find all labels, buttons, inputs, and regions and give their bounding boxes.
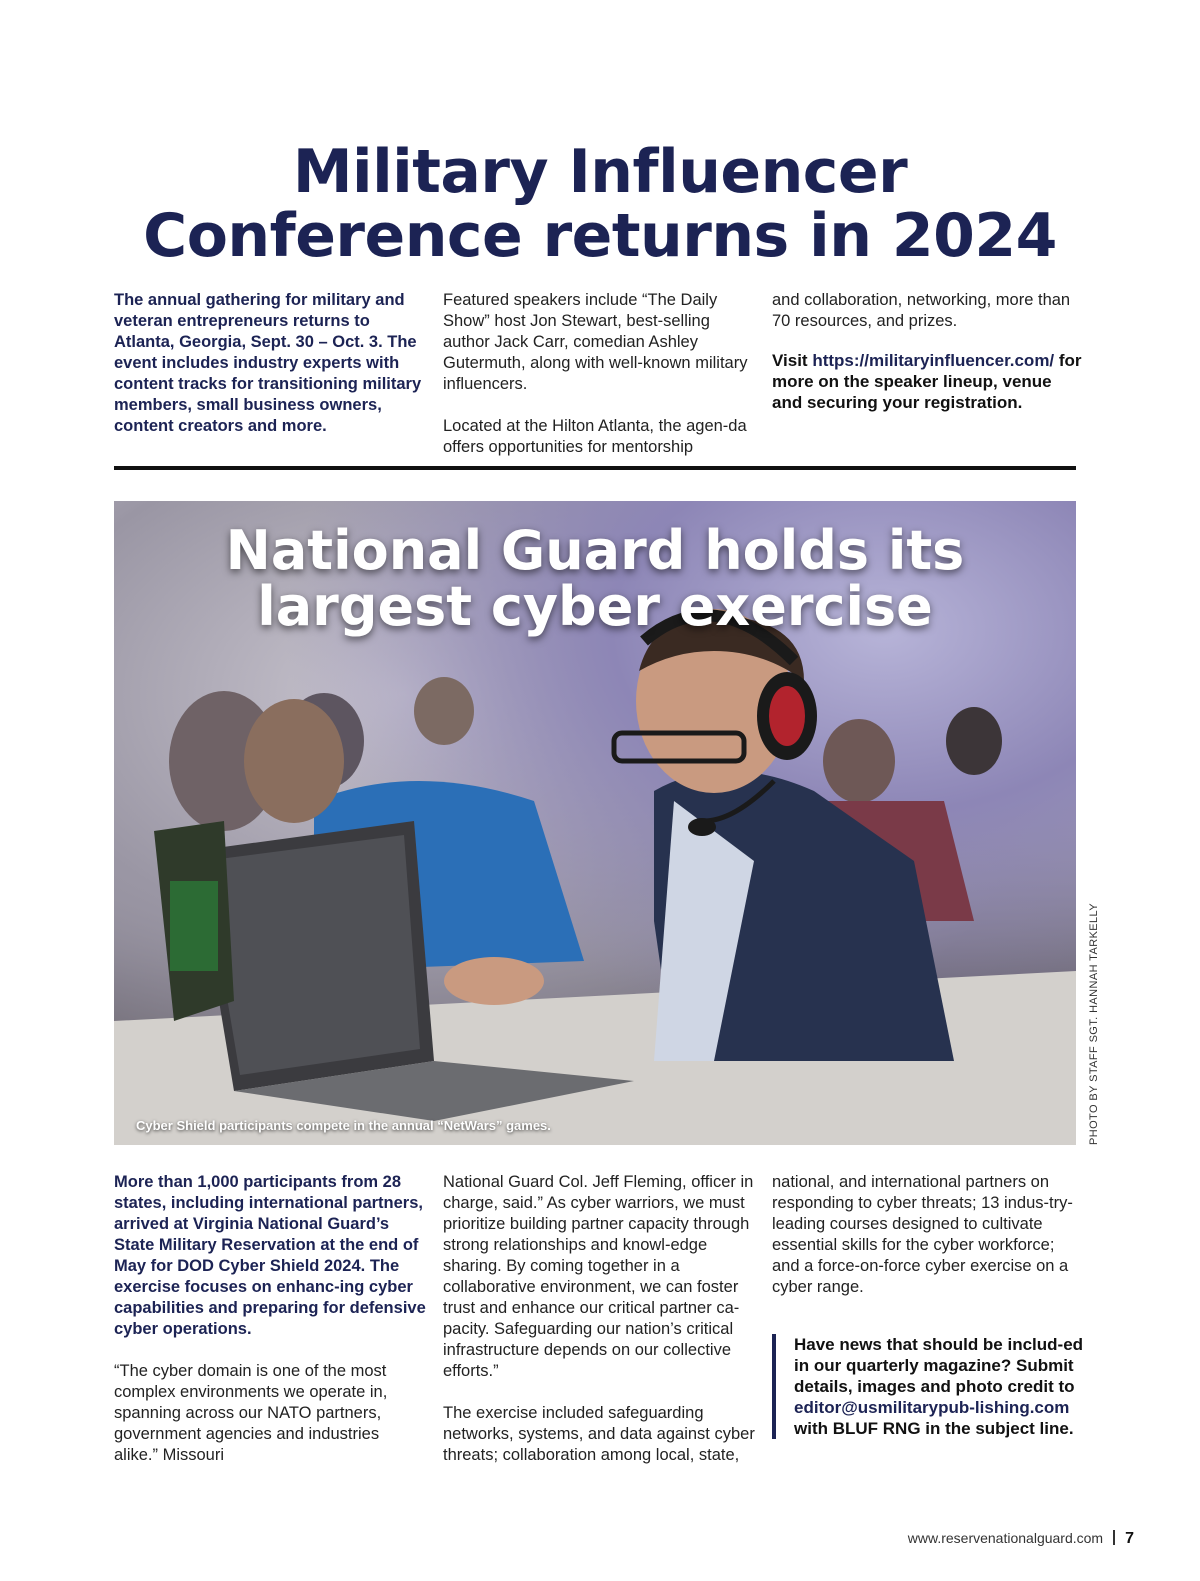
footer-separator xyxy=(1113,1530,1115,1545)
page-number: 7 xyxy=(1125,1530,1134,1547)
photo-credit: PHOTO BY STAFF SGT. HANNAH TARKELLY xyxy=(1088,903,1100,1145)
conference-website-link[interactable]: https://militaryinfluencer.com/ xyxy=(812,351,1055,370)
section-divider xyxy=(114,466,1076,470)
footer-url[interactable]: www.reservenationalguard.com xyxy=(907,1530,1104,1546)
exercise-paragraph: The exercise included safeguarding networks, systems, and data against cyber threats; collaboration among local, state, xyxy=(443,1404,755,1464)
visit-paragraph xyxy=(772,350,1084,413)
callout-text-end: with BLUF RNG in the subject line. xyxy=(794,1419,1074,1438)
article2-column-2 xyxy=(443,1172,755,1466)
visit-text: Visit xyxy=(772,351,813,370)
cyber-exercise-photo xyxy=(114,501,1076,1145)
article-title xyxy=(0,137,1200,271)
news-submission-callout xyxy=(772,1334,1084,1439)
article2-lead-paragraph: More than 1,000 participants from 28 states, including international partners, arrived at Virginia National Guard’s State Military Reservation at the end of May for DOD Cyber Shield 2024. The exercise focuses on enhanc-ing cyber capabilities and preparing for defensive cyber operations. xyxy=(114,1173,426,1338)
venue-paragraph: Located at the Hilton Atlanta, the agen-da offers opportunities for mentorship xyxy=(443,417,747,456)
resources-paragraph: and collaboration, networking, more than 70 resources, and prizes. xyxy=(772,291,1071,330)
photo-headline-line-1: National Guard holds its xyxy=(225,519,965,582)
photo-headline-line-2: largest cyber exercise xyxy=(257,575,933,638)
article1-column-2 xyxy=(443,290,755,458)
callout-text-start: Have news that should be includ-ed in our quarterly magazine? Submit details, images and photo credit to xyxy=(794,1335,1084,1396)
fleming-paragraph: National Guard Col. Jeff Fleming, officer in charge, said.” As cyber warriors, we must prioritize building partner capacity through strong relationships and knowl-edge sharing. By coming together in a collaborative environment, we can foster trust and enhance our critical partner ca-pacity. Safeguarding our nation’s critical infrastructure depends on our collective efforts.” xyxy=(443,1173,754,1380)
article1-column-1 xyxy=(114,290,426,437)
article1-column-3 xyxy=(772,290,1084,413)
photo-headline xyxy=(114,519,1076,638)
quote-paragraph: “The cyber domain is one of the most complex environments we operate in, spanning across our NATO partners, government agencies and industries alike.” Missouri xyxy=(114,1362,388,1464)
partners-paragraph: national, and international partners on responding to cyber threats; 13 indus-try-leading courses designed to cultivate essential skills for the cyber workforce; and a force-on-force cyber exercise on a cyber range. xyxy=(772,1173,1073,1296)
page-footer xyxy=(908,1530,1134,1548)
article2-column-3 xyxy=(772,1172,1084,1298)
article-title-line-2: Conference returns in 2024 xyxy=(143,201,1057,271)
editor-email-link[interactable]: editor@usmilitarypub-lishing.com xyxy=(794,1398,1070,1417)
callout-text xyxy=(794,1334,1084,1439)
article1-lead-paragraph: The annual gathering for military and veteran entrepreneurs returns to Atlanta, Georgia, Sept. 30 – Oct. 3. The event includes industry experts with content tracks for transitioning military members, small business owners, content creators and more. xyxy=(114,291,422,435)
visit-text-end: for more on the speaker lineup, venue and securing your registration. xyxy=(772,351,1082,412)
photo-caption: Cyber Shield participants compete in the annual “NetWars” games. xyxy=(136,1118,551,1133)
article2-column-1 xyxy=(114,1172,426,1466)
speakers-paragraph: Featured speakers include “The Daily Show” host Jon Stewart, best-selling author Jack Carr, comedian Ashley Gutermuth, along with well-known military influencers. xyxy=(443,291,748,393)
article-title-line-1: Military Influencer xyxy=(292,137,908,207)
